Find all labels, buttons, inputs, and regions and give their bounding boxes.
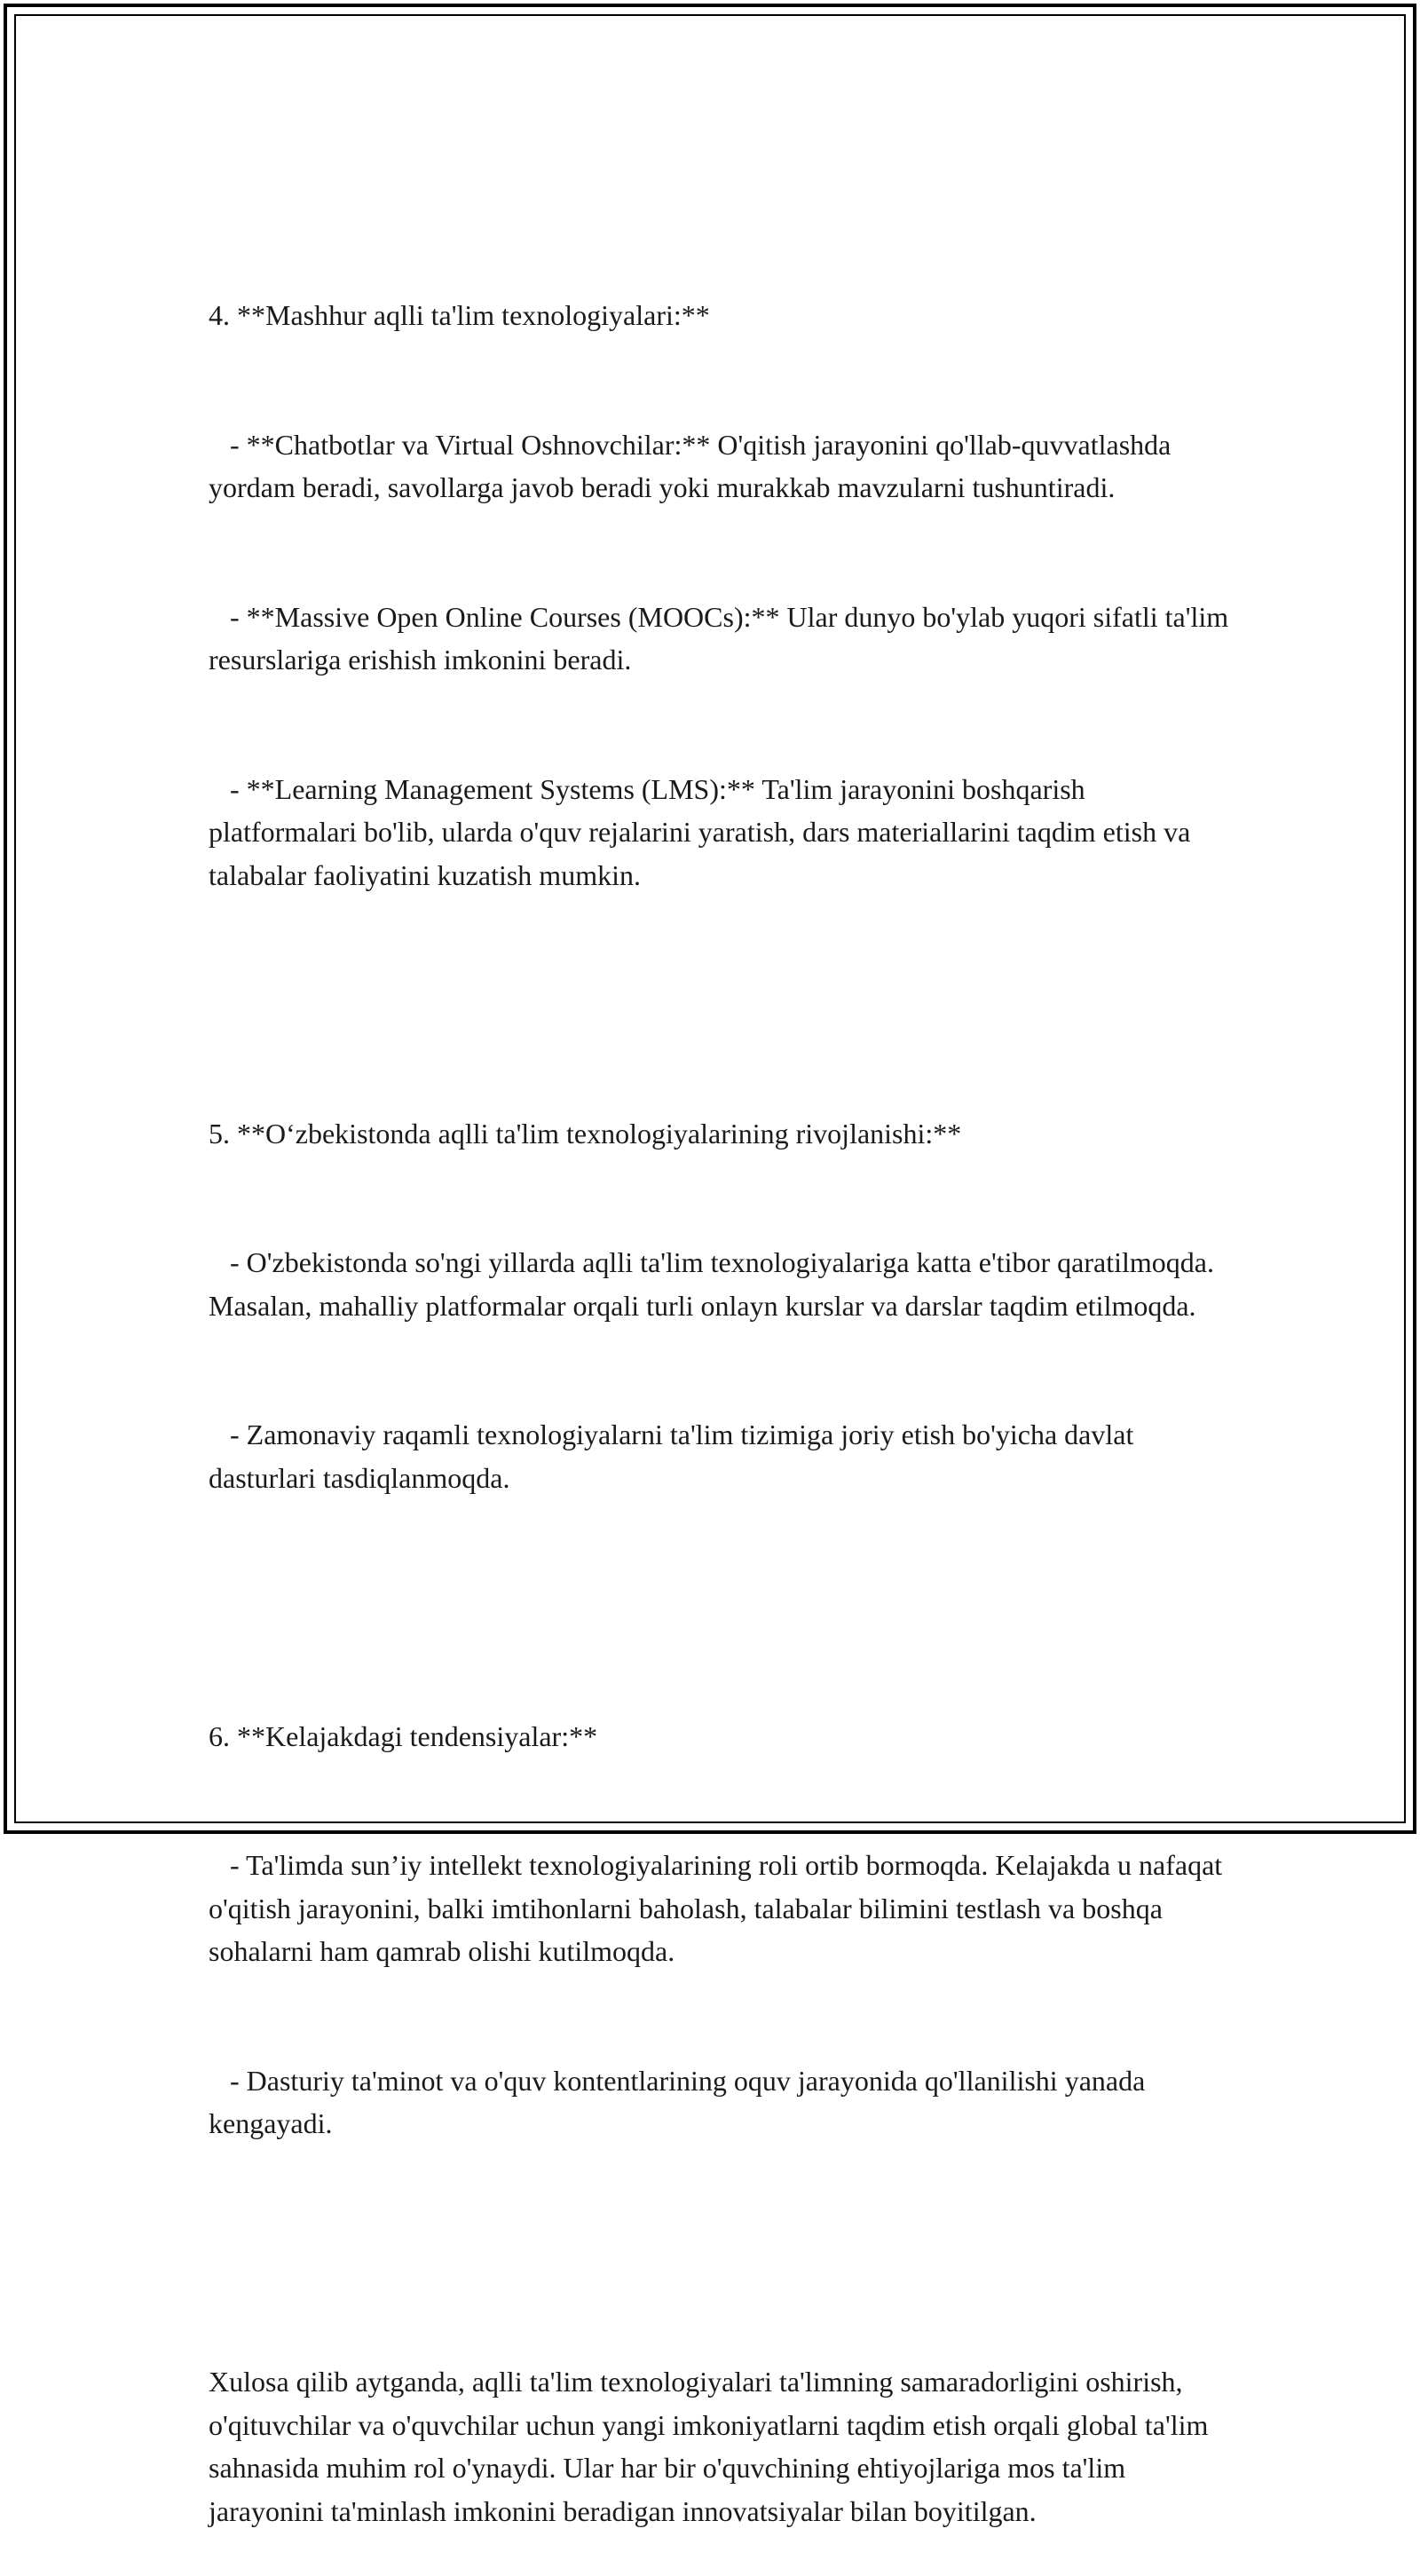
section-5-item-programs: - Zamonaviy raqamli texnologiyalarni ta'lim tizimiga joriy etish bo'yicha davlat dasturlari tasdiqlanmoqda. bbox=[209, 1418, 1141, 1494]
section-4-item-moocs: - **Massive Open Online Courses (MOOCs):** Ular dunyo bo'ylab yuqori sifatli ta'lim resurslariga erishish imkonini beradi. bbox=[209, 600, 1236, 676]
document-body bbox=[209, 208, 1238, 2576]
paragraph-spacer bbox=[209, 983, 1238, 1026]
section-4-item-lms: - **Learning Management Systems (LMS):** Ta'lim jarayonini boshqarish platformalari bo'lib, ularda o'quv rejalarini yaratish, dars materiallarini taqdim etish va talabalar faoliyatini kuzatish mumkin. bbox=[209, 772, 1198, 891]
paragraph-spacer bbox=[209, 2232, 1238, 2275]
section-4-item-chatbots: - **Chatbotlar va Virtual Oshnovchilar:** O'qitish jarayonini qo'llab-quvvatlashda yordam beradi, savollarga javob beradi yoki murakkab mavzularni tushuntiradi. bbox=[209, 428, 1179, 503]
paragraph-spacer bbox=[209, 1585, 1238, 1629]
conclusion-paragraph: Xulosa qilib aytganda, aqlli ta'lim texnologiyalari ta'limning samaradorligini oshirish, o'qituvchilar va o'quvchilar uchun yangi imkoniyatlarni taqdim etish orqali global ta'lim sahnasida muhim rol o'ynaydi. Ular har bir o'quvchining ehtiyojlariga mos ta'lim jarayonini ta'minlash imkonini beradigan innovatsiyalar bilan boyitilgan. bbox=[209, 2366, 1216, 2527]
section-6-item-ai: - Ta'limda sun’iy intellekt texnologiyalarining roli ortib bormoqda. Kelajakda u nafaqat o'qitish jarayonini, balki imtihonlarni baholash, talabalar bilimini testlash va boshqa sohalarni ham qamrab olishi kutilmoqda. bbox=[209, 1849, 1230, 1967]
section-6-item-software: - Dasturiy ta'minot va o'quv kontentlarining oquv jarayonida qo'llanilishi yanada kengayadi. bbox=[209, 2064, 1153, 2139]
section-4-heading: 4. **Mashhur aqlli ta'lim texnologiyalari:** bbox=[209, 299, 710, 331]
section-6-heading: 6. **Kelajakdagi tendensiyalar:** bbox=[209, 1719, 598, 1752]
section-5-heading: 5. **O‘zbekistonda aqlli ta'lim texnologiyalarining rivojlanishi:** bbox=[209, 1117, 962, 1150]
section-5-item-attention: - O'zbekistonda so'ngi yillarda aqlli ta'lim texnologiyalariga katta e'tibor qaratilmoqda. Masalan, mahalliy platformalar orqali turli onlayn kurslar va darslar taqdim etilmoqda. bbox=[209, 1246, 1221, 1322]
